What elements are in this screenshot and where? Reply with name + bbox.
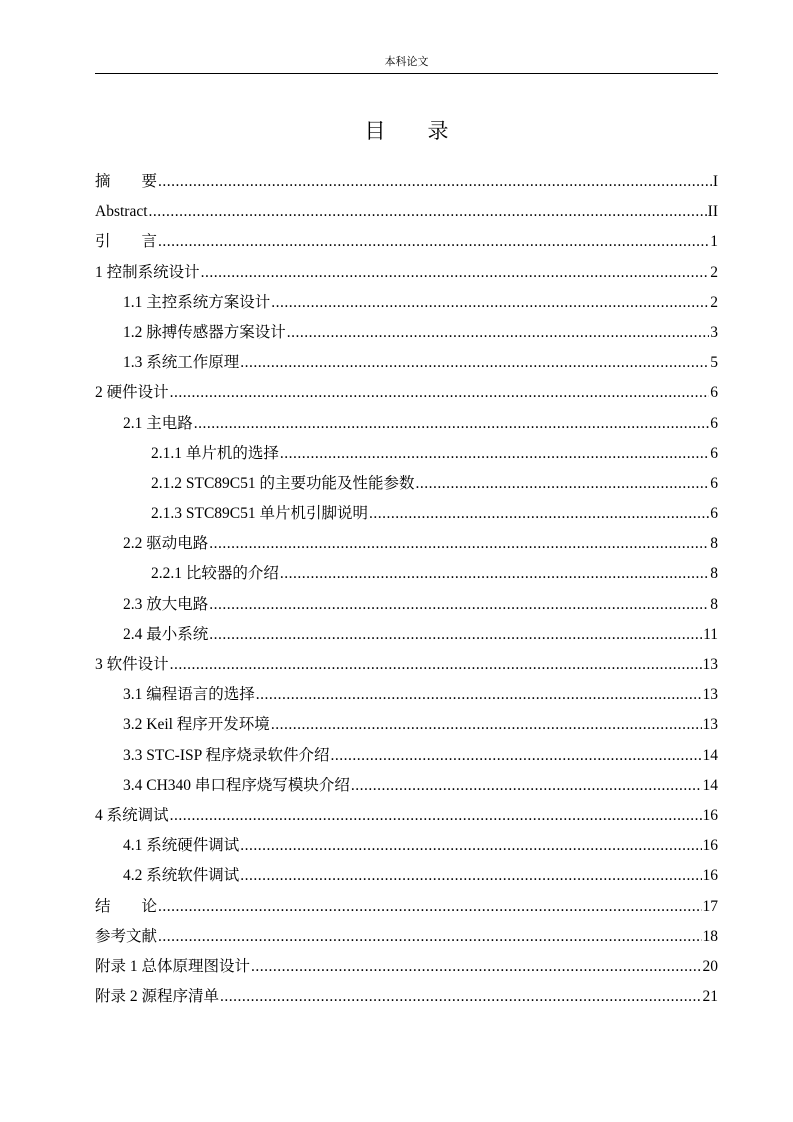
- toc-entry[interactable]: [95, 559, 718, 589]
- toc-dot-leader: [271, 288, 709, 318]
- toc-entry[interactable]: [95, 892, 718, 922]
- toc-entry-title: 4 系统调试: [95, 806, 169, 824]
- toc-entry-title: 3 软件设计: [95, 656, 169, 673]
- toc-entry-page-number: 6: [710, 384, 718, 402]
- toc-dot-leader: [209, 620, 702, 650]
- toc-entry-page-number: 6: [710, 505, 718, 523]
- toc-dot-leader: [201, 258, 710, 288]
- toc-entry[interactable]: [95, 288, 718, 318]
- toc-dot-leader: [240, 831, 701, 861]
- toc-entry-page-number: 21: [702, 988, 718, 1006]
- toc-dot-leader: [256, 680, 702, 710]
- toc-entry-title: 2.1.1 单片机的选择: [151, 444, 279, 462]
- toc-entry-page-number: 13: [702, 686, 718, 704]
- toc-entry-title: 4.2 系统软件调试: [123, 867, 240, 885]
- toc-entry-page-number: 8: [710, 595, 718, 613]
- toc-entry-page-number: 2: [710, 293, 718, 311]
- toc-entry-title: 摘 要: [95, 173, 158, 190]
- toc-entry-title: 4.1 系统硬件调试: [123, 837, 240, 855]
- toc-entry[interactable]: [95, 529, 718, 559]
- toc-entry-title: 2.2.1 比较器的介绍: [151, 565, 279, 583]
- toc-entry-title: 参考文献: [95, 927, 158, 945]
- toc-entry-title: 引 言: [95, 233, 158, 251]
- toc-entry-page-number: 8: [710, 535, 718, 553]
- toc-dot-leader: [416, 469, 710, 499]
- toc-entry-page-number: 17: [702, 897, 718, 915]
- toc-entry[interactable]: [95, 710, 718, 740]
- toc-dot-leader: [331, 741, 702, 771]
- toc-entry[interactable]: [95, 741, 718, 771]
- toc-entry-page-number: 6: [710, 414, 718, 432]
- toc-entry-page-number: 14: [702, 776, 718, 794]
- page-header: [95, 55, 718, 74]
- toc-entry-title: 2.1.3 STC89C51 单片机引脚说明: [151, 505, 369, 523]
- toc-dot-leader: [158, 892, 701, 922]
- toc-dot-leader: [194, 409, 709, 439]
- toc-entry-title: 1.3 系统工作原理: [123, 354, 240, 372]
- toc-entry-title: 1 控制系统设计: [95, 263, 200, 281]
- toc-entry-title: 附录 1 总体原理图设计: [95, 957, 251, 975]
- toc-dot-leader: [209, 529, 709, 559]
- header-text: 本科论文: [384, 56, 429, 68]
- toc-entry-title: 3.4 CH340 串口程序烧写模块介绍: [123, 776, 350, 794]
- toc-entry-title: 3.2 Keil 程序开发环境: [123, 716, 270, 734]
- toc-entry-page-number: 16: [702, 867, 718, 885]
- table-of-contents: [95, 167, 718, 1012]
- toc-dot-leader: [240, 348, 709, 378]
- toc-entry[interactable]: [95, 620, 718, 650]
- toc-entry[interactable]: [95, 952, 718, 982]
- toc-entry[interactable]: [95, 258, 718, 288]
- toc-entry[interactable]: [95, 318, 718, 348]
- toc-entry[interactable]: [95, 831, 718, 861]
- toc-entry[interactable]: [95, 227, 718, 257]
- toc-dot-leader: [280, 559, 709, 589]
- toc-entry[interactable]: [95, 499, 718, 529]
- toc-entry[interactable]: [95, 348, 718, 378]
- page-title: 目 录: [364, 119, 449, 143]
- toc-entry-page-number: 5: [710, 354, 718, 372]
- toc-entry[interactable]: [95, 801, 718, 831]
- toc-dot-leader: [240, 861, 701, 891]
- toc-entry-page-number: 8: [710, 565, 718, 583]
- toc-entry-title: 1.2 脉搏传感器方案设计: [123, 323, 286, 341]
- toc-entry-title: 2.3 放大电路: [123, 595, 209, 613]
- toc-dot-leader: [287, 318, 709, 348]
- toc-entry[interactable]: [95, 861, 718, 891]
- toc-dot-leader: [149, 197, 707, 227]
- toc-entry-page-number: 16: [702, 806, 718, 824]
- toc-entry-title: 3.3 STC-ISP 程序烧录软件介绍: [123, 746, 330, 764]
- toc-entry-title: 2.1 主电路: [123, 414, 193, 432]
- toc-entry[interactable]: [95, 771, 718, 801]
- toc-entry[interactable]: [95, 650, 718, 680]
- toc-entry[interactable]: [95, 439, 718, 469]
- toc-dot-leader: [251, 952, 701, 982]
- toc-entry-page-number: 16: [702, 837, 718, 855]
- toc-entry-page-number: II: [707, 203, 718, 221]
- toc-dot-leader: [158, 922, 701, 952]
- toc-entry[interactable]: [95, 197, 718, 227]
- toc-entry[interactable]: [95, 590, 718, 620]
- toc-dot-leader: [271, 710, 702, 740]
- toc-entry-page-number: 2: [710, 263, 718, 281]
- toc-entry-page-number: 6: [710, 474, 718, 492]
- toc-entry[interactable]: [95, 680, 718, 710]
- toc-entry[interactable]: [95, 167, 718, 197]
- toc-entry-title: 2 硬件设计: [95, 384, 169, 402]
- toc-dot-leader: [280, 439, 709, 469]
- toc-entry-page-number: 14: [702, 746, 718, 764]
- toc-entry-title: 结 论: [95, 897, 158, 915]
- toc-dot-leader: [220, 982, 701, 1012]
- toc-dot-leader: [369, 499, 709, 529]
- toc-entry[interactable]: [95, 982, 718, 1012]
- toc-entry-page-number: 13: [702, 656, 718, 673]
- toc-entry-page-number: 11: [703, 625, 718, 643]
- toc-entry-title: Abstract: [95, 203, 148, 221]
- toc-dot-leader: [158, 227, 709, 257]
- toc-entry-page-number: 3: [710, 323, 718, 341]
- toc-dot-leader: [209, 590, 709, 620]
- toc-entry-title: 2.1.2 STC89C51 的主要功能及性能参数: [151, 474, 415, 492]
- toc-entry-title: 附录 2 源程序清单: [95, 988, 220, 1006]
- toc-entry[interactable]: [95, 469, 718, 499]
- toc-dot-leader: [158, 167, 712, 197]
- toc-entry-page-number: 13: [702, 716, 718, 734]
- toc-entry-page-number: I: [712, 173, 718, 190]
- toc-dot-leader: [170, 801, 702, 831]
- toc-entry[interactable]: [95, 922, 718, 952]
- toc-entry-title: 3.1 编程语言的选择: [123, 686, 255, 704]
- toc-entry-page-number: 20: [702, 957, 718, 975]
- toc-dot-leader: [170, 650, 702, 680]
- toc-entry-page-number: 18: [702, 927, 718, 945]
- toc-entry-title: 1.1 主控系统方案设计: [123, 293, 271, 311]
- toc-dot-leader: [351, 771, 702, 801]
- toc-entry-page-number: 6: [710, 444, 718, 462]
- toc-dot-leader: [170, 378, 710, 408]
- toc-entry-title: 2.4 最小系统: [123, 625, 209, 643]
- toc-entry[interactable]: [95, 378, 718, 408]
- toc-entry[interactable]: [95, 409, 718, 439]
- toc-entry-page-number: 1: [710, 233, 718, 251]
- toc-entry-title: 2.2 驱动电路: [123, 535, 209, 553]
